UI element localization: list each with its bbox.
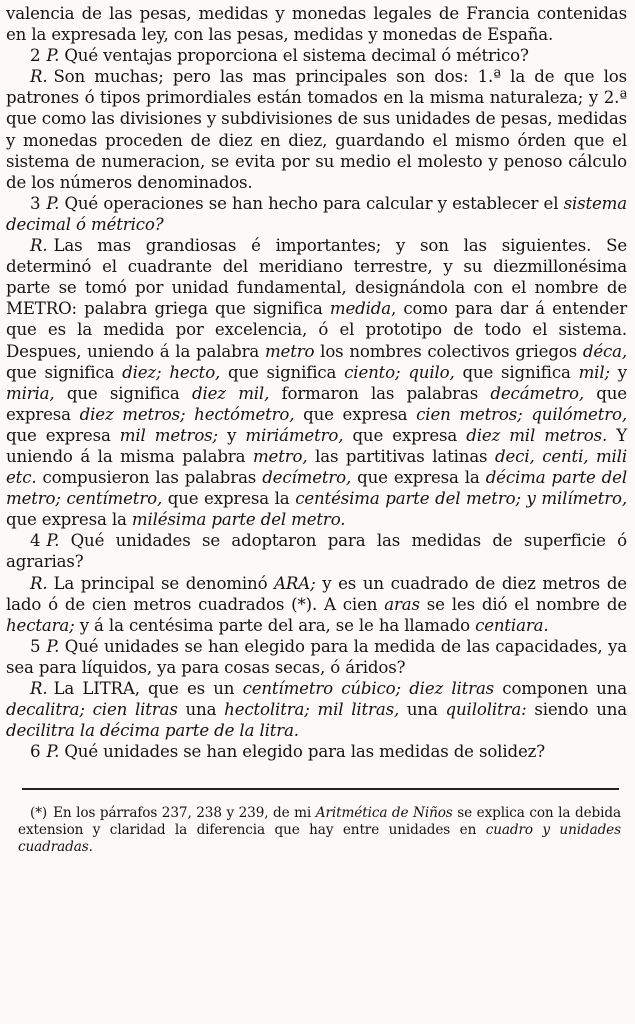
term: hecto, xyxy=(169,362,221,382)
footnote-text: En los párrafos 237, 238 y 239, de mi xyxy=(53,805,316,822)
term: mil metros; xyxy=(119,425,218,445)
term: diez mil metros. xyxy=(466,425,608,445)
answer-text: Y uniendo á la misma palabra xyxy=(6,425,628,466)
question-text: Qué unidades se han elegido para las medidas de solidez? xyxy=(64,742,545,762)
answer-text: que significa xyxy=(454,362,579,382)
answer-text: que expresa la xyxy=(351,468,486,488)
answer-text: que significa xyxy=(54,383,192,403)
answer-text: que expresa la xyxy=(6,510,132,530)
term: centímetro cúbico; diez litras xyxy=(242,679,495,698)
term: quilo, xyxy=(408,362,455,382)
question-2 xyxy=(6,45,627,66)
footnote-mark: (*) xyxy=(30,805,48,822)
question-text: Qué operaciones se han hecho para calcular y establecer el xyxy=(64,193,559,213)
question-text: Qué ventajas proporciona el sistema decimal ó métrico? xyxy=(64,46,529,66)
answer-text: que expresa la xyxy=(162,489,296,509)
answer-label: R. xyxy=(30,573,48,593)
question-text: Qué unidades se han elegido para la medida de las capacidades, ya sea para líquidos, ya para cosas secas, ó áridos? xyxy=(6,636,627,677)
footnote-divider xyxy=(22,788,619,790)
term: diez metros; xyxy=(79,404,186,424)
answer-text: que significa xyxy=(6,362,123,382)
term: quilolitra: xyxy=(445,700,527,720)
term: cien metros; xyxy=(416,404,523,424)
answer-text: formaron las palabras xyxy=(269,383,491,403)
answer-text: y xyxy=(217,425,246,445)
term: ciento; xyxy=(344,362,401,382)
question-text: Qué unidades se adoptaron para las medidas de superficie ó agrarias? xyxy=(6,531,628,572)
question-5 xyxy=(6,636,627,678)
term: metro xyxy=(264,341,315,361)
question-6 xyxy=(6,741,627,762)
term: centímetro, xyxy=(66,489,163,509)
answer-text: que expresa xyxy=(294,404,417,424)
answer-text: que expresa xyxy=(6,383,627,424)
term: deci, centi, mili etc. xyxy=(6,446,627,488)
term: déca, xyxy=(582,341,627,361)
footnote-term: cuadro y unidades cuadradas. xyxy=(18,822,622,856)
question-number: 2 xyxy=(30,46,41,66)
answer-text: compusieron las palabras xyxy=(36,468,263,488)
answer-text xyxy=(523,405,532,424)
term: hectómetro, xyxy=(194,404,295,424)
question-label: P. xyxy=(46,636,60,656)
term: ARA; xyxy=(274,573,316,593)
term: diez mil, xyxy=(191,383,270,403)
answer-text: una xyxy=(399,700,446,720)
question-number: 3 xyxy=(30,193,41,213)
answer-text: una xyxy=(177,700,225,720)
answer-text: y xyxy=(609,362,628,382)
answer-text: y es un cuadrado de diez metros de lado ó de cien metros cuadrados (*). A cien xyxy=(6,573,627,614)
term: miriámetro, xyxy=(245,425,344,445)
term: diez; xyxy=(122,362,162,382)
term: hectolitra; mil litras, xyxy=(224,700,400,720)
footnote xyxy=(18,805,621,856)
answer-text: que significa xyxy=(220,362,345,382)
term: decímetro, xyxy=(262,468,352,488)
answer-5 xyxy=(6,678,627,741)
answer-text: La principal se denominó xyxy=(53,573,275,593)
term: mil; xyxy=(578,362,610,382)
term: hectara; xyxy=(6,615,75,635)
question-label: P. xyxy=(46,46,60,66)
question-label: P. xyxy=(46,742,60,762)
main-text xyxy=(6,3,627,762)
footnote-text: se explica con la debida extension y claridad la diferencia que hay entre unidades en xyxy=(18,805,621,839)
answer-label: R. xyxy=(30,67,48,87)
question-number: 6 xyxy=(30,742,41,762)
question-3 xyxy=(6,193,627,235)
question-label: P. xyxy=(46,193,60,213)
answer-3 xyxy=(6,235,627,530)
answer-text: los nombres colectivos griegos xyxy=(314,341,583,361)
question-number: 4 xyxy=(30,531,41,551)
question-4 xyxy=(6,530,627,572)
answer-text: Son muchas; pero las mas principales son dos: 1.ª la de que los patrones ó tipos primordiales están tomados en la misma naturaleza; y 2.ª que como las divisiones y subdivisiones de sus unidades de pesas, medidas y monedas proceden de diez en diez, guardando el mismo órden que el sistema de numeracion, se evita por su medio el molesto y penoso cálculo de los números denominados. xyxy=(6,67,627,192)
answer-text: Las mas grandiosas é importantes; y son las siguientes. Se determinó el cuadrante del meridiano terrestre, y su diezmillonésima parte se tomó por unidad fundamental, designándola con el nombre de METRO: palabra griega que significa xyxy=(6,236,627,319)
term: miria, xyxy=(6,383,55,403)
answer-text: que expresa xyxy=(343,425,467,445)
footnote-term: Aritmética de Niños xyxy=(315,805,453,822)
answer-text: y á la centésima parte del ara, se le ha llamado xyxy=(74,615,476,635)
term: decalitra; cien litras xyxy=(6,700,178,720)
term: metro, xyxy=(252,446,308,466)
term: centésima parte del metro; y milímetro, xyxy=(295,489,628,509)
answer-label: R. xyxy=(30,679,48,698)
answer-text: siendo una xyxy=(526,700,628,720)
continuation-paragraph xyxy=(6,3,627,45)
continuation-text: valencia de las pesas, medidas y monedas legales de Francia contenidas en la expresada ley, con las pesas, medidas y monedas de España. xyxy=(6,4,627,45)
question-label: P. xyxy=(46,531,60,551)
term: decilitra la décima parte de la litra. xyxy=(6,721,299,741)
question-number: 5 xyxy=(30,636,41,656)
term: centiara. xyxy=(475,615,549,635)
question-text-italic: sistema decimal ó métrico? xyxy=(6,193,628,234)
answer-2 xyxy=(6,66,627,193)
term: milésima parte del metro. xyxy=(131,510,346,530)
answer-label: R. xyxy=(30,236,48,256)
answer-text: La LITRA, que es un xyxy=(53,679,243,698)
answer-4 xyxy=(6,573,627,636)
term: medida xyxy=(329,299,391,319)
answer-text xyxy=(185,405,194,424)
answer-text: se les dió el nombre de xyxy=(419,594,627,614)
answer-text: las partitivas latinas xyxy=(307,446,496,466)
term: quilómetro, xyxy=(531,404,627,424)
answer-text: componen una xyxy=(494,679,627,698)
answer-text: , como para dar á entender que es la medida por excelencia, ó el prototipo de todo el sistema. Despues, uniendo á la palabra xyxy=(6,299,627,361)
term: decámetro, xyxy=(490,383,584,403)
term: décima parte del metro; xyxy=(6,468,627,509)
answer-text: que expresa xyxy=(6,425,120,445)
term: aras xyxy=(384,594,420,614)
